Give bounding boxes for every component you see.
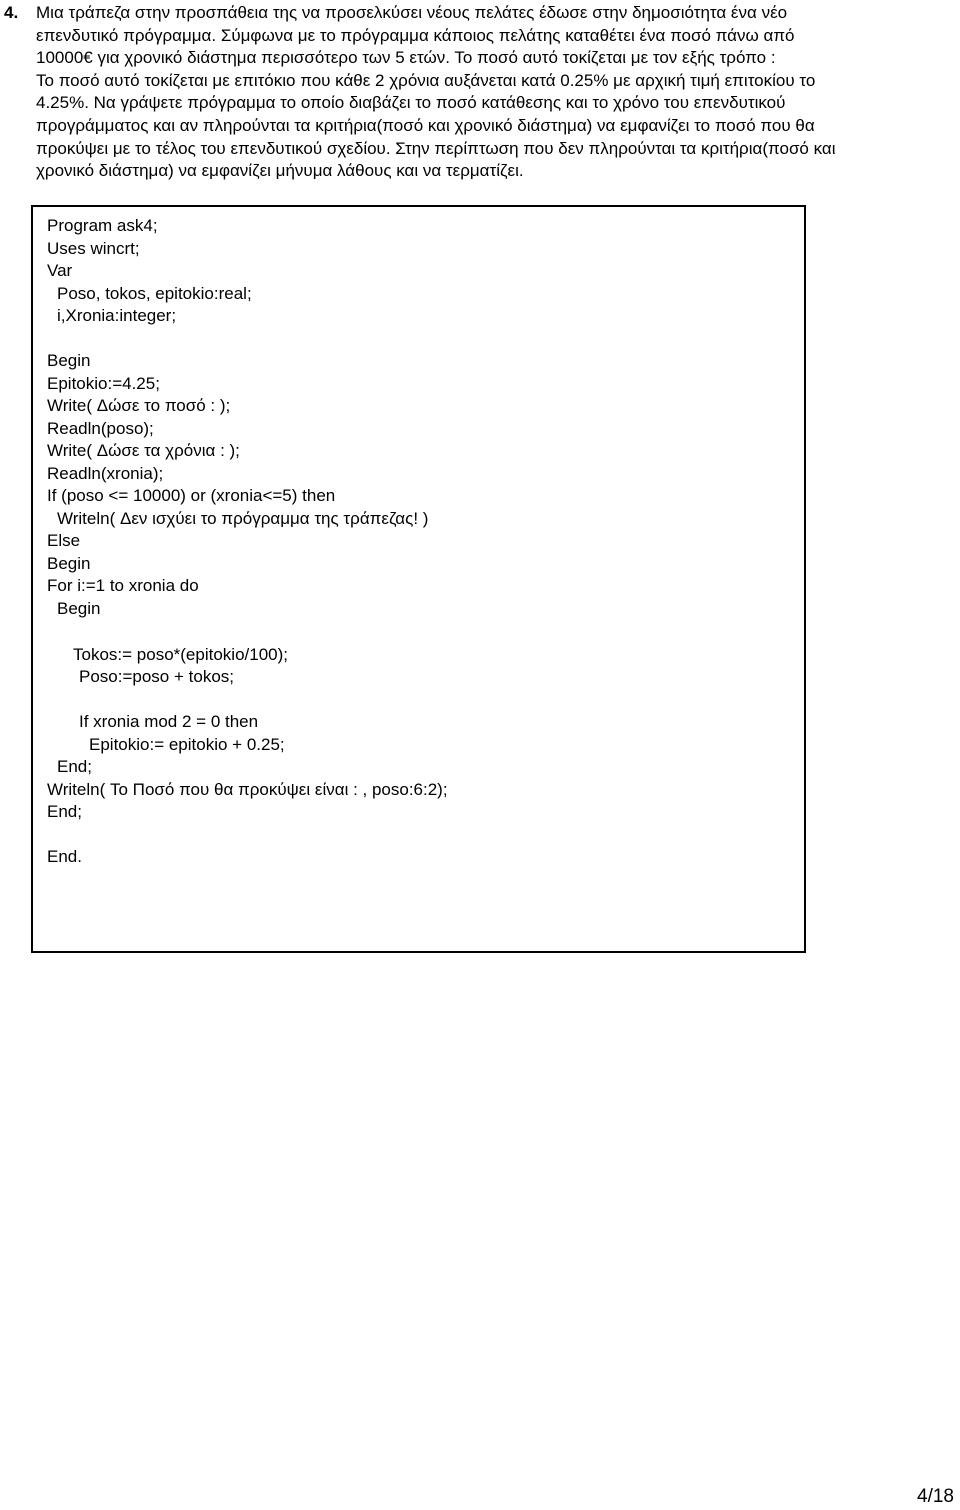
code-line-begin: Begin: [47, 351, 91, 370]
code-line-program: Program ask4;: [47, 216, 158, 235]
code-line-epitokio-increment: Epitokio:= epitokio + 0.25;: [89, 735, 285, 754]
page-number: 4/18: [917, 1486, 954, 1507]
code-line-uses: Uses wincrt;: [47, 239, 140, 258]
problem-text-line: προγράμματος και αν πληρούνται τα κριτήρια(ποσό και χρονικό διάστημα) να εμφανίζει το ποσό που θα: [36, 116, 815, 135]
code-line-end: End;: [57, 757, 92, 776]
code-line-begin: Begin: [47, 554, 91, 573]
code-line-else: Else: [47, 531, 81, 550]
code-line-real-decl: Poso, tokos, epitokio:real;: [57, 284, 252, 303]
code-line-readln-poso: Readln(poso);: [47, 419, 154, 438]
code-line-epitokio-init: Epitokio:=4.25;: [47, 374, 160, 393]
problem-text-line: επενδυτικό πρόγραμμα. Σύμφωνα με το πρόγραμμα κάποιος πελάτης καταθέτει ένα ποσό πάνω από: [36, 25, 795, 45]
problem-text-line: 4.25%. Να γράψετε πρόγραμμα το οποίο διαβάζει το ποσό κατάθεσης και το χρόνο του επενδυτικού: [36, 93, 786, 113]
problem-number: 4.: [4, 3, 19, 22]
code-line-integer-decl: i,Xronia:integer;: [57, 306, 177, 325]
code-line-writeln-error: Writeln( Δεν ισχύει το πρόγραμμα της τράπεζας! ): [57, 509, 429, 528]
code-line-write-poso: Write( Δώσε το ποσό : );: [47, 396, 231, 415]
code-line-end: End;: [47, 802, 82, 821]
problem-text-line: Το ποσό αυτό τοκίζεται με επιτόκιο που κάθε 2 χρόνια αυξάνεται κατά 0.25% με αρχική τιμή επιτοκίου το: [36, 70, 816, 90]
code-line-writeln-result: Writeln( Το Ποσό που θα προκύψει είναι : , poso:6:2);: [47, 780, 448, 799]
code-line-poso-update: Poso:=poso + tokos;: [79, 667, 234, 686]
problem-text-line: χρονικό διάστημα) να εμφανίζει μήνυμα λάθους και να τερματίζει.: [36, 161, 524, 181]
code-line-tokos: Tokos:= poso*(epitokio/100);: [73, 645, 288, 664]
problem-text-line: Μια τράπεζα στην προσπάθεια της να προσελκύσει νέους πελάτες έδωσε στην δημοσιότητα ένα νέο: [36, 3, 788, 22]
code-line-readln-xronia: Readln(xronia);: [47, 464, 164, 483]
code-line-write-xronia: Write( Δώσε τα χρόνια : );: [47, 441, 240, 460]
code-line-var: Var: [47, 261, 73, 280]
code-line-end-program: End.: [47, 847, 82, 866]
code-listing-box: [31, 205, 806, 953]
code-line-if-condition: If (poso <= 10000) or (xronia<=5) then: [47, 486, 336, 505]
code-line-if-mod: If xronia mod 2 = 0 then: [79, 712, 259, 731]
problem-text-line: 10000€ για χρονικό διάστημα περισσότερο των 5 ετών. Το ποσό αυτό τοκίζεται με τον εξής τρόπο :: [36, 48, 776, 68]
code-line-begin: Begin: [57, 599, 101, 618]
code-line-for-loop: For i:=1 to xronia do: [47, 576, 199, 595]
problem-text-line: προκύψει με το τέλος του επενδυτικού σχεδίου. Στην περίπτωση που δεν πληρούνται τα κριτήρια(ποσό και: [36, 138, 836, 158]
